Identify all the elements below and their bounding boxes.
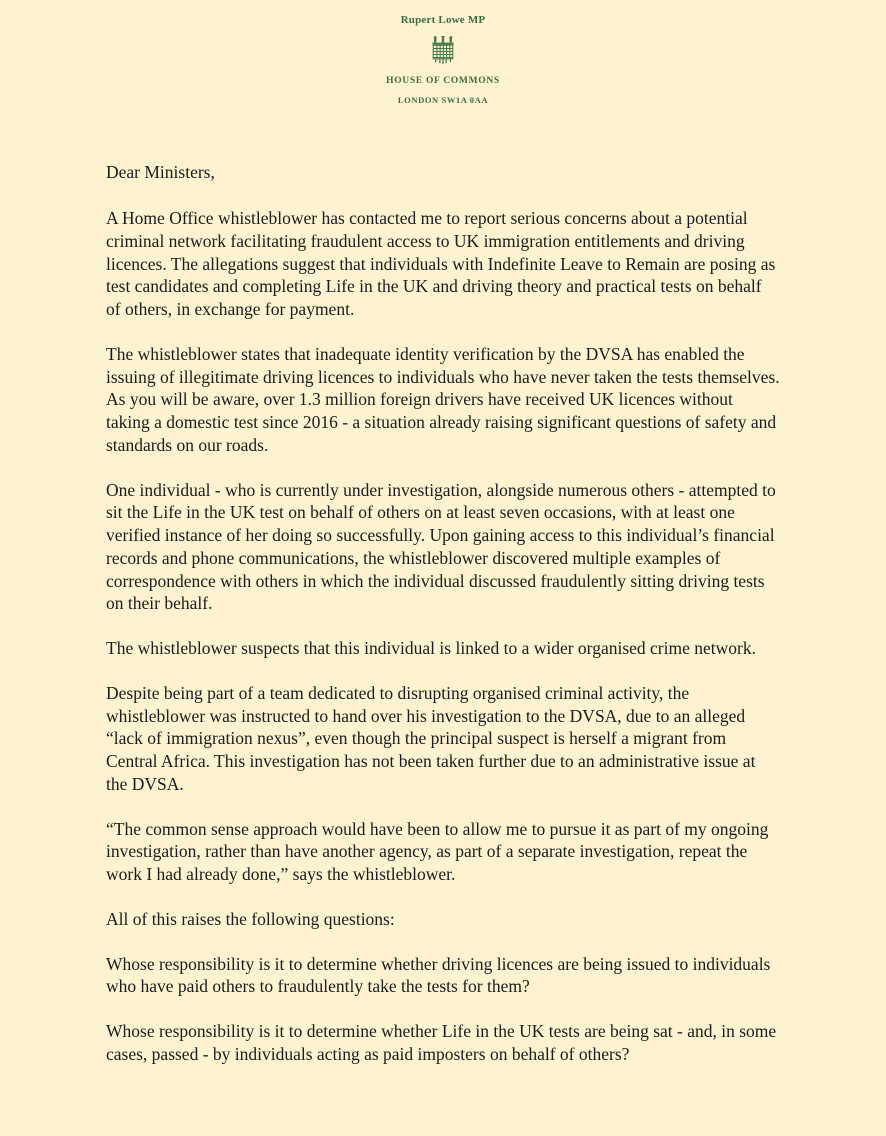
paragraph: One individual - who is currently under investigation, alongside numerous others - attempted to sit the Life in the UK test on behalf of others on at least seven occasions, with at least one verified instance of her doing so successfully. Upon gaining access to this individual’s financial records and phone communications, the whistleblower discovered multiple examples of correspondence with others in which the individual discussed fraudulently sitting driving tests on their behalf. [106,479,776,614]
paragraph: A Home Office whistleblower has contacted me to report serious concerns about a potential criminal network facilitating fraudulent access to UK immigration entitlements and driving licences. The allegations suggest that individuals with Indefinite Leave to Remain are posing as test candidates and completing Life in the UK and driving theory and practical tests on behalf of others, in exchange for payment. [106,208,776,320]
paragraph: The whistleblower suspects that this individual is linked to a wider organised crime network. [106,638,756,659]
letter-body [106,105,780,1066]
paragraph: All of this raises the following questions: [106,908,395,929]
paragraph: Whose responsibility is it to determine whether driving licences are being issued to individuals who have paid others to fraudulently take the tests for them? [106,953,771,997]
mp-name: Rupert Lowe MP [400,14,486,26]
address-label: LONDON SW1A 0AA [397,95,489,105]
portcullis-crest-icon [429,36,457,66]
house-of-commons-label: HOUSE OF COMMONS [386,76,500,86]
salutation: Dear Ministers, [106,162,215,182]
paragraph: Despite being part of a team dedicated to disrupting organised criminal activity, the whistleblower was instructed to hand over his investigation to the DVSA, due to an alleged “lack of immigration nexus”, even though the principal suspect is herself a migrant from Central Africa. This investigation has not been taken further due to an administrative issue at the DVSA. [106,682,756,794]
paragraph: Whose responsibility is it to determine whether Life in the UK tests are being sat - and, in some cases, passed - by individuals acting as paid imposters on behalf of others? [106,1021,777,1064]
paragraph: The whistleblower states that inadequate identity verification by the DVSA has enabled the issuing of illegitimate driving licences to individuals who have never taken the tests themselves. As you will be aware, over 1.3 million foreign drivers have received UK licences without taking a domestic test since 2016 - a situation already raising significant questions of safety and standards on our roads. [106,343,780,455]
letterhead [0,0,886,105]
paragraph: “The common sense approach would have been to allow me to pursue it as part of my ongoing investigation, rather than have another agency, as part of a separate investigation, repeat the work I had already done,” says the whistleblower. [106,818,769,885]
